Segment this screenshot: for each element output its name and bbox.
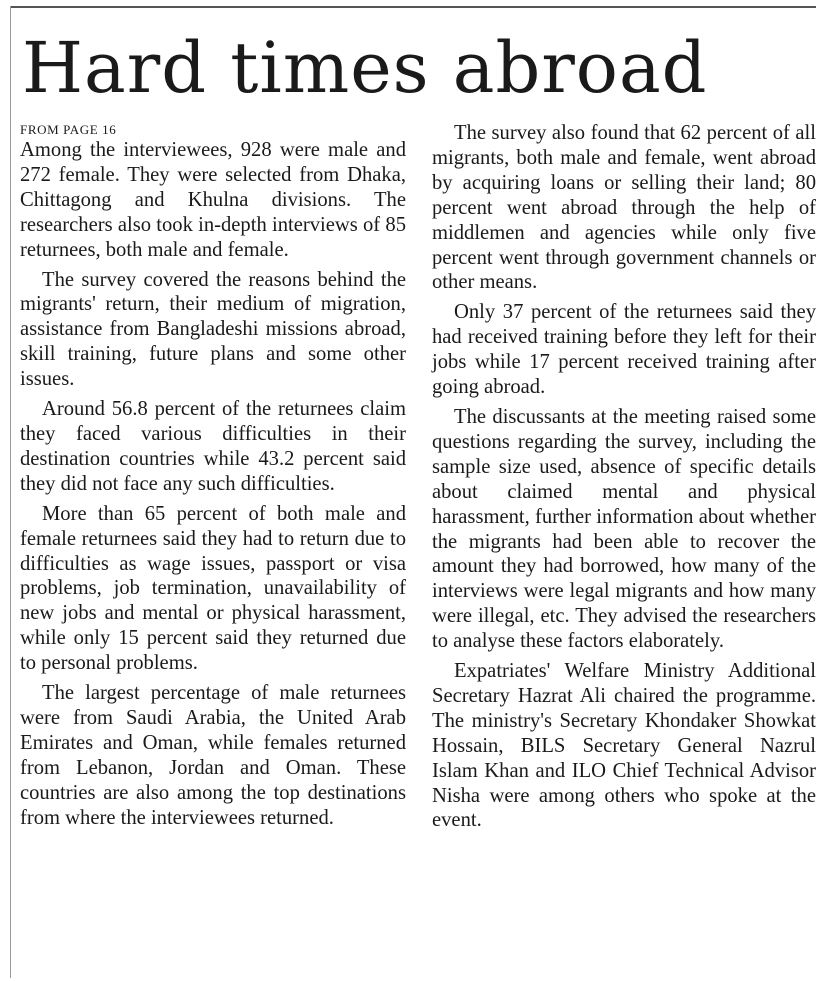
headline: Hard times abroad (22, 27, 708, 109)
paragraph: The survey covered the reasons behind the migrants' return, their medium of migration, assistance from Bangladeshi missions abroad, skill training, future plans and some other issues. (20, 268, 406, 391)
paragraph: The survey also found that 62 percent of all migrants, both male and female, went abroad by acquiring loans or selling their land; 80 percent went abroad through the help of middlemen and agencies while only five percent went through government channels or other means. (432, 122, 816, 294)
right-column (432, 121, 816, 838)
continued-from-label: FROM PAGE 16 (20, 122, 117, 137)
left-column-rule (10, 6, 11, 978)
paragraph: Only 37 percent of the returnees said they had received training before they left for their jobs while 17 percent received training after going abroad. (432, 301, 816, 399)
paragraph: More than 65 percent of both male and female returnees said they had to return due to difficulties as wage issues, passport or visa problems, job termination, unavailability of new jobs and mental or physical harassment, while only 15 percent said they returned due to personal problems. (20, 502, 406, 675)
left-column (20, 120, 406, 835)
paragraph: Expatriates' Welfare Ministry Additional Secretary Hazrat Ali chaired the programme. The ministry's Secretary Khondaker Showkat Hossain, BILS Secretary General Nazrul Islam Khan and ILO Chief Technical Advisor Nisha were among others who spoke at the event. (432, 660, 816, 832)
paragraph: The discussants at the meeting raised some questions regarding the survey, including the sample size used, absence of specific details about claimed mental and physical harassment, further information about whether the migrants had been able to recover the amount they had borrowed, how many of the interviews were legal migrants and how many were illegal, etc. They advised the researchers to analyse these factors elaborately. (432, 405, 816, 653)
paragraph: Around 56.8 percent of the returnees claim they faced various difficulties in their destination countries while 43.2 percent said they did not face any such difficulties. (20, 398, 406, 495)
paragraph: Among the interviewees, 928 were male and 272 female. They were selected from Dhaka, Chittagong and Khulna divisions. The researchers also took in-depth interviews of 85 returnees, both male and female. (20, 139, 406, 261)
top-rule (10, 6, 816, 8)
paragraph: The largest percentage of male returnees were from Saudi Arabia, the United Arab Emirates and Oman, while females returned from Lebanon, Jordan and Oman. These countries are also among the top destinations from where the interviewees returned. (20, 682, 406, 829)
